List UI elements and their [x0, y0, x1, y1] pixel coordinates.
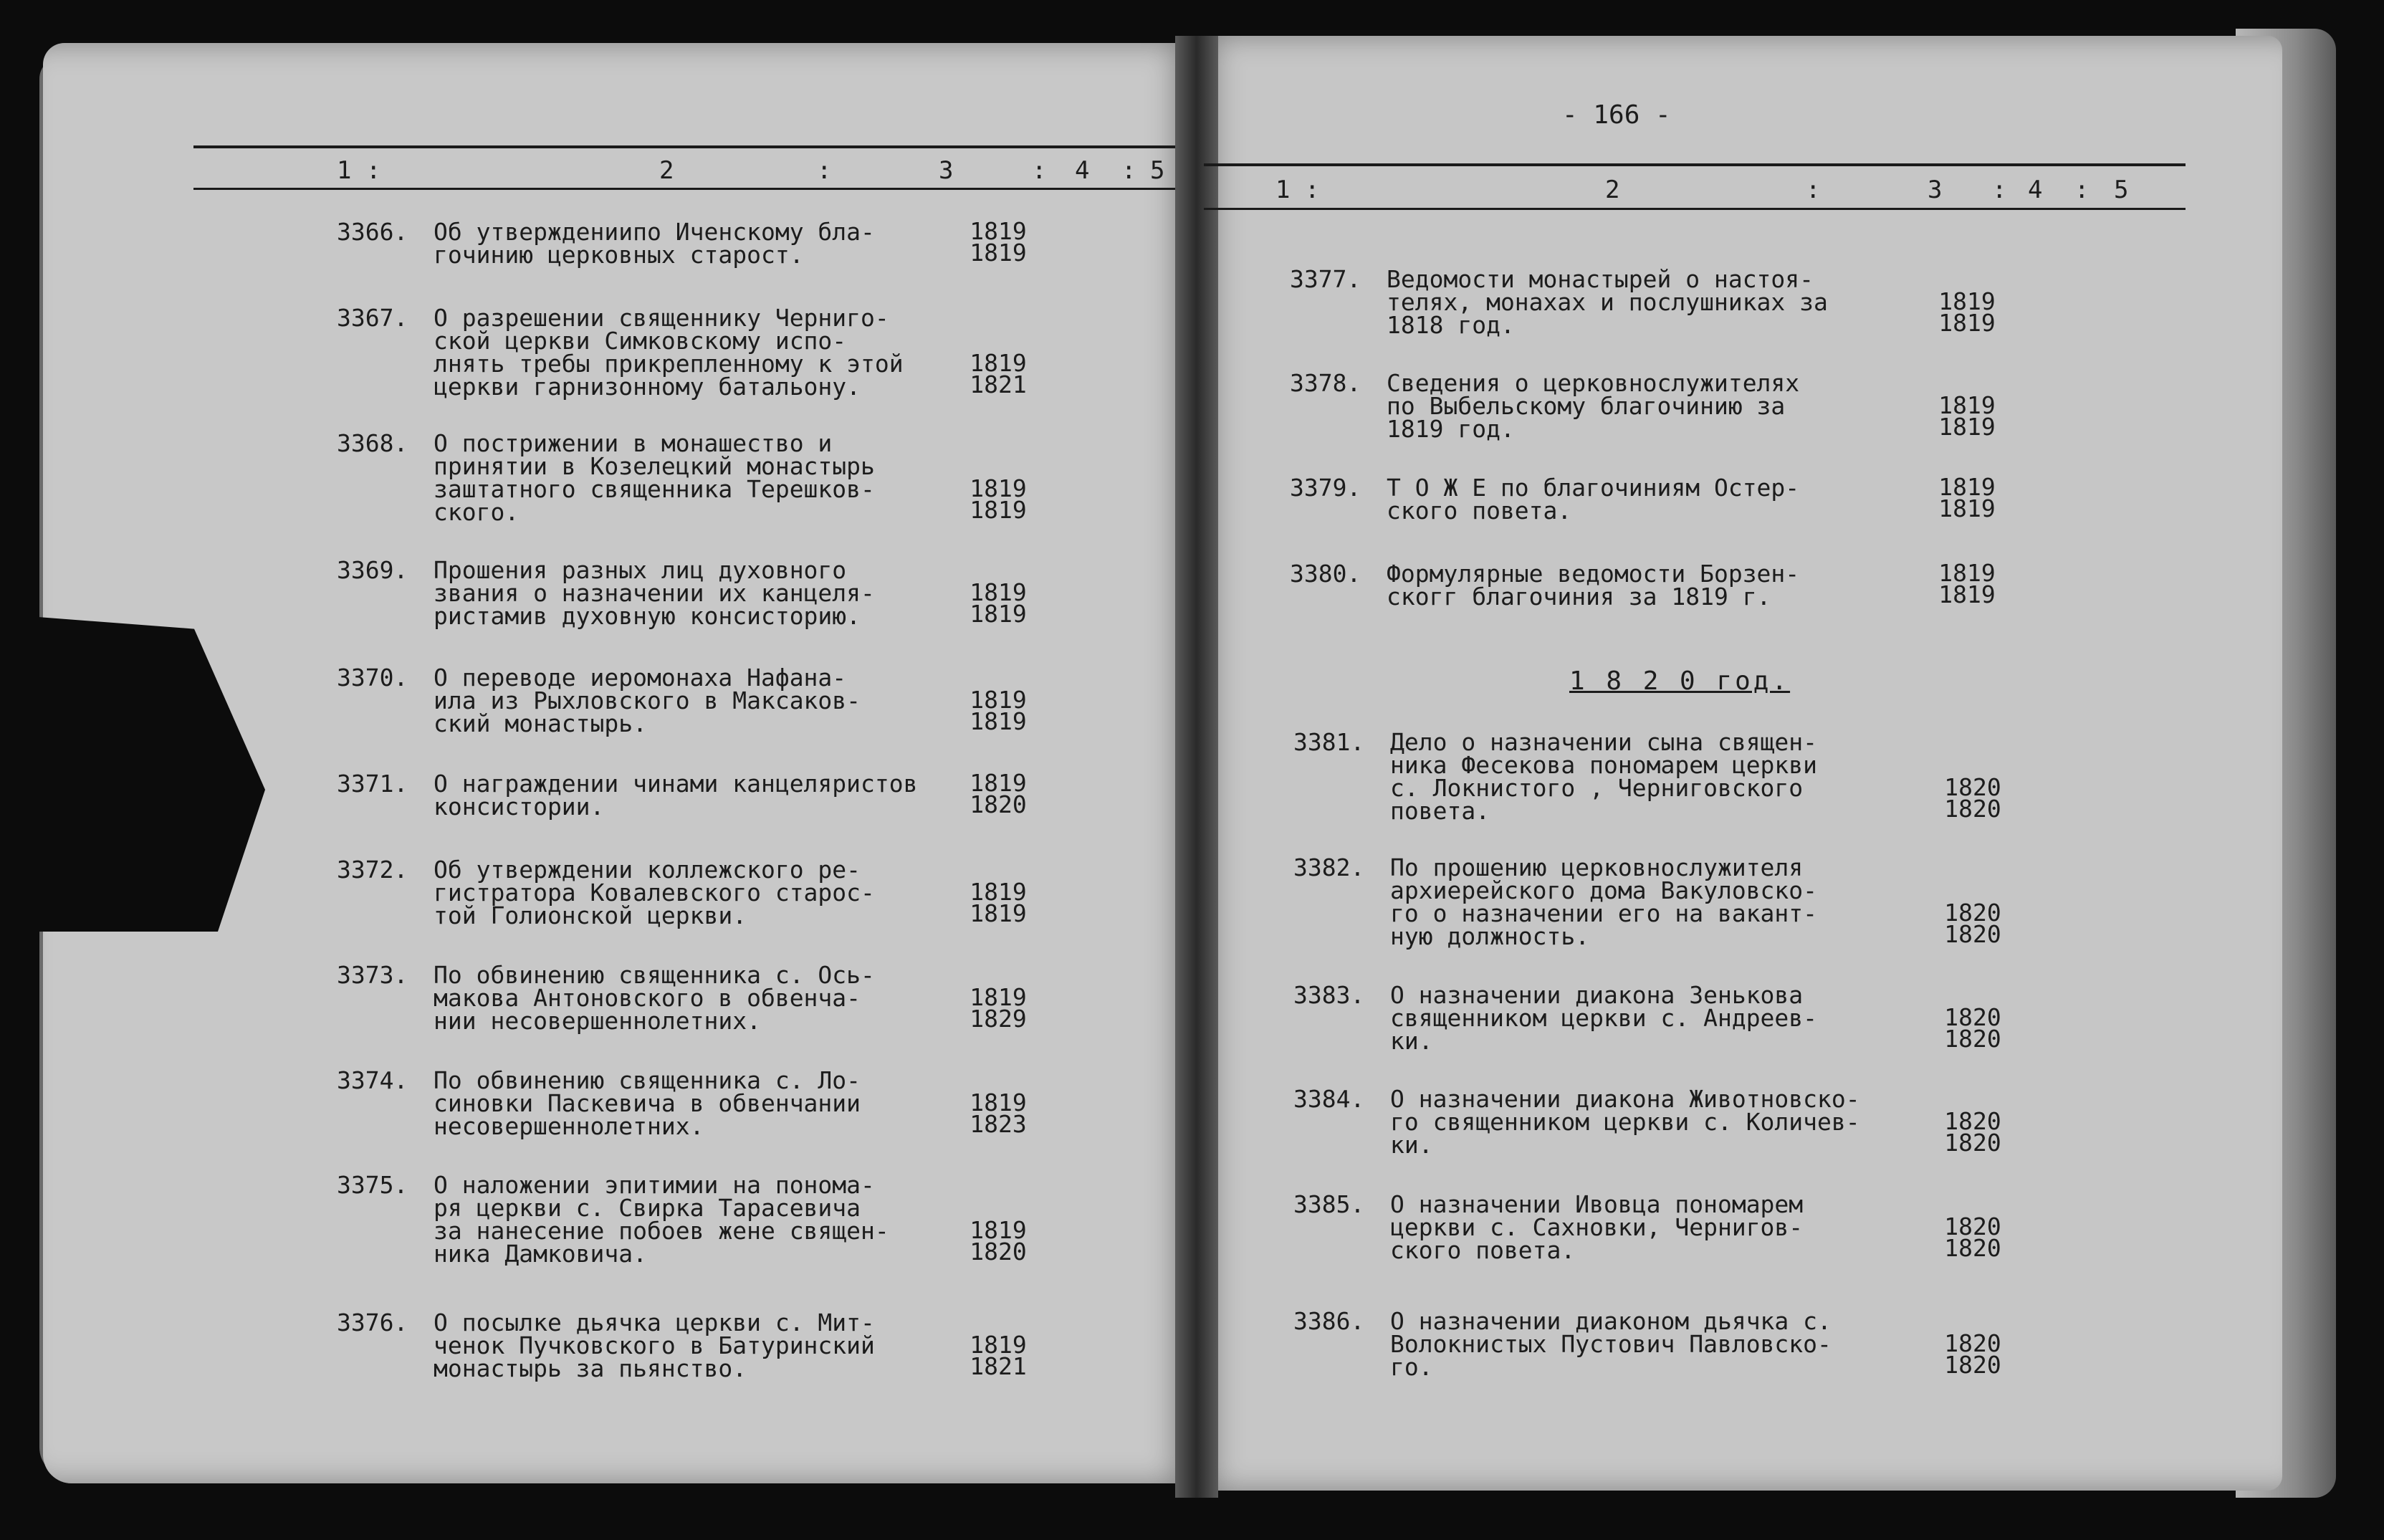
entry-year: 1820 — [1944, 1351, 2001, 1379]
entry-number: 3372. — [337, 856, 408, 884]
entry-description: По обвинению священника с. Ось- макова Антоновского в обвенча- нии несовершеннолетних. — [434, 961, 875, 1035]
entry-year: 1820 — [1944, 899, 2001, 927]
page-number: - 166 - — [1562, 100, 1671, 130]
entry-year: 1820 — [1944, 1107, 2001, 1135]
entry-number: 3371. — [337, 770, 408, 798]
entry-description: Т О Ж Е по благочиниям Остер- ского повета. — [1387, 474, 1800, 525]
entry-description: Об утверждении коллежского ре- гистратора Ковалевского старос- той Голионской церкви. — [434, 856, 875, 929]
entry-year: 1819 — [970, 983, 1027, 1011]
column-header-item: : — [1121, 156, 1136, 185]
entry-year: 1819 — [1938, 413, 1996, 441]
entry-description: О назначении диакона Животновско- го священником церкви с. Количев- ки. — [1390, 1085, 1860, 1159]
entry-description: Об утверждениипо Иченскому бла- гочинию церковных старост. — [434, 218, 875, 269]
entry-years — [1940, 1003, 2005, 1053]
entry-year: 1819 — [970, 496, 1027, 524]
entry-year: 1820 — [1944, 1213, 2001, 1240]
entry-year: 1820 — [1944, 1025, 2001, 1053]
entry-year: 1829 — [970, 1005, 1027, 1033]
entry-years — [1935, 559, 1999, 608]
entry-description: О переводе иеромонаха Нафана- ила из Рыхловского в Максаков- ский монастырь. — [434, 664, 861, 737]
entry-year: 1819 — [1938, 287, 1996, 315]
right-header-rule-bottom — [1204, 208, 2186, 210]
book-spine — [1175, 36, 1218, 1498]
entry-years — [966, 1216, 1030, 1266]
entry-number: 3381. — [1293, 728, 1365, 756]
entry-years — [966, 878, 1030, 927]
entry-year: 1819 — [1938, 559, 1996, 587]
column-header-item: 5 — [2114, 176, 2129, 204]
entry-description: О пострижении в монашество и принятии в Козелецкий монастырь заштатного священника Терешков- ского. — [434, 429, 875, 526]
entry-number: 3386. — [1293, 1307, 1365, 1335]
entry-description: О назначении Ивовца пономарем церкви с. Сахновки, Чернигов- ского повета. — [1390, 1190, 1804, 1264]
entry-year: 1819 — [1938, 473, 1996, 501]
right-header-rule-top — [1204, 163, 2186, 166]
entry-year: 1819 — [970, 349, 1027, 377]
entry-years — [966, 578, 1030, 628]
year-heading: 1 8 2 0 год. — [1569, 666, 1791, 696]
entry-years — [1940, 1213, 2005, 1262]
entry-number: 3380. — [1290, 560, 1361, 588]
entry-year: 1820 — [1944, 773, 2001, 801]
entry-number: 3385. — [1293, 1190, 1365, 1218]
entry-number: 3374. — [337, 1066, 408, 1094]
entry-years — [966, 769, 1030, 818]
entry-description: Дело о назначении сына священ- ника Фесекова пономарем церкви с. Локнистого , Черниговского повета. — [1390, 728, 1818, 825]
entry-description: О разрешении священнику Черниго- ской церкви Симковскому испо- лнять требы прикрепленному к этой церкви гарнизонному батальону. — [434, 304, 904, 401]
entry-years — [966, 474, 1030, 524]
column-header-item: : — [2074, 176, 2089, 204]
entry-number: 3379. — [1290, 474, 1361, 502]
column-header-item: 2 — [659, 156, 674, 185]
entry-years — [1940, 1329, 2005, 1379]
column-header-item: : — [1992, 176, 2007, 204]
column-header-item: 3 — [939, 156, 954, 185]
entry-description: О посылке дьячка церкви с. Мит- ченок Пучковского в Батуринский монастырь за пьянство. — [434, 1309, 875, 1382]
entry-year: 1819 — [970, 578, 1027, 606]
column-header-item: 2 — [1605, 176, 1620, 204]
column-header-item: 5 — [1150, 156, 1165, 185]
entry-years — [1940, 899, 2005, 948]
entry-year: 1819 — [970, 899, 1027, 927]
column-header-item: 4 — [2028, 176, 2043, 204]
entry-years — [966, 983, 1030, 1033]
entry-years — [1935, 473, 1999, 522]
entry-number: 3367. — [337, 304, 408, 332]
entry-number: 3370. — [337, 664, 408, 692]
entry-number: 3368. — [337, 429, 408, 457]
column-header-item: : — [1806, 176, 1821, 204]
entry-year: 1819 — [970, 878, 1027, 906]
entry-year: 1819 — [970, 1216, 1027, 1244]
entry-years — [966, 349, 1030, 398]
entry-year: 1821 — [970, 1352, 1027, 1380]
entry-years — [966, 1331, 1030, 1380]
entry-description: По обвинению священника с. Ло- синовки Паскевича в обвенчании несовершеннолетних. — [434, 1066, 861, 1140]
entry-year: 1819 — [970, 1331, 1027, 1359]
entry-number: 3366. — [337, 218, 408, 246]
entry-year: 1819 — [1938, 309, 1996, 337]
entry-year: 1820 — [970, 1238, 1027, 1266]
entry-year: 1819 — [970, 600, 1027, 628]
column-header-item: 1 : — [1275, 176, 1320, 204]
entry-year: 1819 — [1938, 391, 1996, 419]
entry-year: 1820 — [1944, 1234, 2001, 1262]
entry-years — [1940, 773, 2005, 823]
entry-description: Формулярные ведомости Борзен- скогг благочиния за 1819 г. — [1387, 560, 1800, 611]
entry-year: 1820 — [1944, 920, 2001, 948]
entry-number: 3375. — [337, 1171, 408, 1199]
column-header-item: 4 — [1075, 156, 1090, 185]
entry-description: Ведомости монастырей о настоя- телях, монахах и послушниках за 1818 год. — [1387, 265, 1828, 339]
entry-years — [966, 1089, 1030, 1138]
entry-number: 3376. — [337, 1309, 408, 1336]
entry-description: О назначении диаконом дьячка с. Волокнистых Пустович Павловско- го. — [1390, 1307, 1832, 1381]
entry-number: 3369. — [337, 556, 408, 584]
entry-year: 1820 — [1944, 1003, 2001, 1031]
entry-year: 1819 — [970, 686, 1027, 714]
entry-description: Прошения разных лиц духовного звания о назначении их канцеля- ристамив духовную консисторию. — [434, 556, 875, 630]
entry-year: 1820 — [970, 790, 1027, 818]
entry-year: 1819 — [970, 217, 1027, 245]
entry-number: 3382. — [1293, 853, 1365, 881]
entry-year: 1823 — [970, 1110, 1027, 1138]
entry-year: 1820 — [1944, 795, 2001, 823]
entry-year: 1820 — [1944, 1129, 2001, 1157]
entry-number: 3373. — [337, 961, 408, 989]
left-header-rule-bottom — [193, 188, 1175, 190]
entry-year: 1819 — [970, 239, 1027, 267]
entry-years — [1940, 1107, 2005, 1157]
entry-years — [1935, 287, 1999, 337]
entry-year: 1819 — [970, 769, 1027, 797]
entry-years — [966, 217, 1030, 267]
entry-year: 1821 — [970, 370, 1027, 398]
entry-number: 3377. — [1290, 265, 1361, 293]
entry-number: 3384. — [1293, 1085, 1365, 1113]
entry-years — [1935, 391, 1999, 441]
entry-number: 3383. — [1293, 981, 1365, 1009]
entry-year: 1820 — [1944, 1329, 2001, 1357]
entry-description: По прошению церковнослужителя архиерейского дома Вакуловско- го о назначении его на вакант- ную должность. — [1390, 853, 1818, 950]
left-header-rule-top — [193, 145, 1175, 148]
entry-year: 1819 — [1938, 494, 1996, 522]
entry-year: 1819 — [970, 707, 1027, 735]
entry-years — [966, 686, 1030, 735]
entry-year: 1819 — [970, 1089, 1027, 1116]
entry-year: 1819 — [970, 474, 1027, 502]
column-header-item: 3 — [1928, 176, 1943, 204]
entry-description: О наложении эпитимии на понома- ря церкви с. Свирка Тарасевича за нанесение побоев жене священ- ника Дамковича. — [434, 1171, 889, 1268]
entry-year: 1819 — [1938, 580, 1996, 608]
column-header-item: 1 : — [337, 156, 381, 185]
entry-description: О назначении диакона Зенькова священником церкви с. Андреев- ки. — [1390, 981, 1818, 1055]
column-header-item: : — [817, 156, 832, 185]
entry-description: О награждении чинами канцеляристов консистории. — [434, 770, 918, 821]
entry-description: Сведения о церковнослужителях по Выбельскому благочинию за 1819 год. — [1387, 369, 1800, 443]
entry-number: 3378. — [1290, 369, 1361, 397]
column-header-item: : — [1032, 156, 1047, 185]
